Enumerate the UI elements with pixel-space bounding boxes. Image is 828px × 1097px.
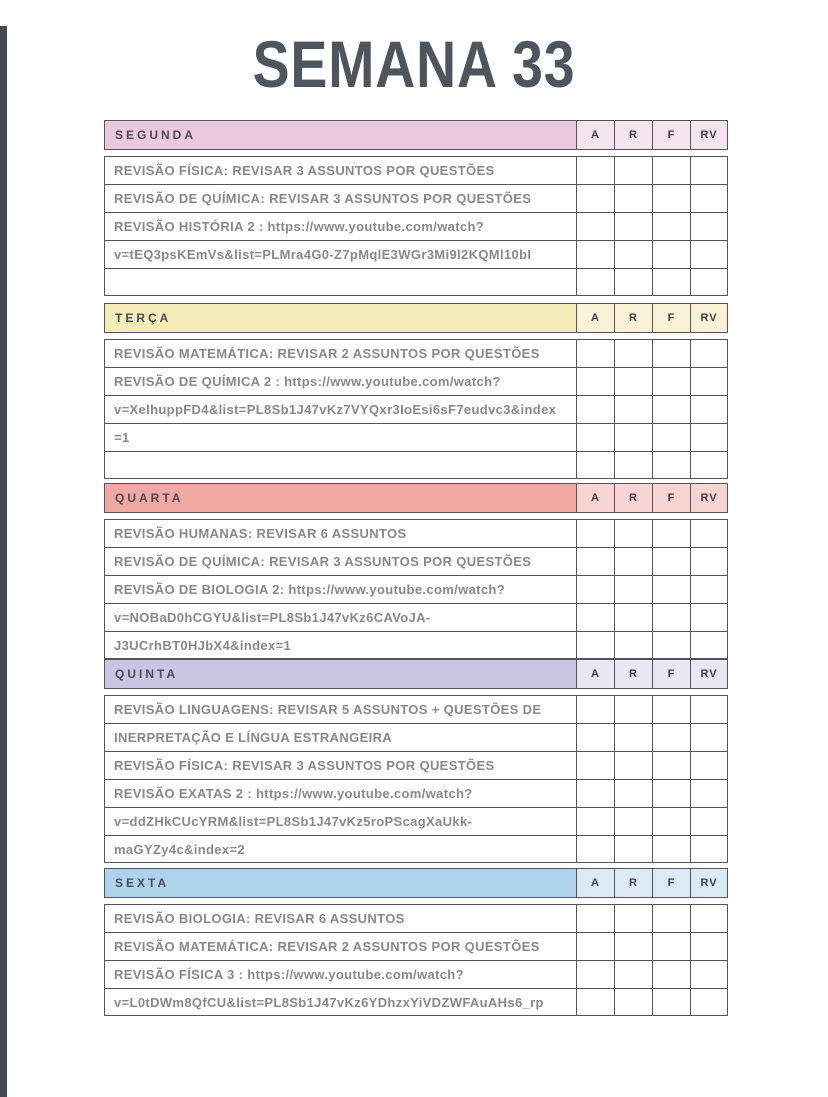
task-label: v=XelhuppFD4&list=PL8Sb1J47vKz7VYQxr3IoEsi6sF7eudvc3&index bbox=[104, 395, 576, 423]
check-cell-r bbox=[614, 960, 652, 988]
task-label: REVISÃO DE QUÍMICA: REVISAR 3 ASSUNTOS POR QUESTÕES bbox=[104, 184, 576, 212]
check-cell-rv bbox=[690, 423, 728, 451]
day-name: QUARTA bbox=[104, 483, 576, 513]
check-cell-r bbox=[614, 156, 652, 184]
day-header-row bbox=[104, 483, 728, 513]
task-label: REVISÃO MATEMÁTICA: REVISAR 2 ASSUNTOS POR QUESTÕES bbox=[104, 932, 576, 960]
check-cell-f bbox=[652, 751, 690, 779]
task-rows bbox=[104, 904, 728, 1016]
check-cell-a bbox=[576, 451, 614, 479]
check-cell-rv bbox=[690, 547, 728, 575]
column-header-f: F bbox=[652, 120, 690, 150]
check-cell-a bbox=[576, 575, 614, 603]
check-cell-rv bbox=[690, 395, 728, 423]
task-label: =1 bbox=[104, 423, 576, 451]
check-cell-f bbox=[652, 631, 690, 659]
check-cell-r bbox=[614, 212, 652, 240]
check-cell-rv bbox=[690, 184, 728, 212]
check-cell-a bbox=[576, 904, 614, 932]
column-header-rv: RV bbox=[690, 483, 728, 513]
page-title: SEMANA 33 bbox=[252, 27, 576, 101]
task-row bbox=[104, 423, 728, 451]
check-cell-rv bbox=[690, 932, 728, 960]
task-label: INERPRETAÇÃO E LÍNGUA ESTRANGEIRA bbox=[104, 723, 576, 751]
task-label: v=tEQ3psKEmVs&list=PLMra4G0-Z7pMqlE3WGr3Mi9l2KQMl10bI bbox=[104, 240, 576, 268]
task-label: REVISÃO HISTÓRIA 2 : https://www.youtube.com/watch? bbox=[104, 212, 576, 240]
task-label: REVISÃO FÍSICA 3 : https://www.youtube.com/watch? bbox=[104, 960, 576, 988]
check-cell-r bbox=[614, 932, 652, 960]
check-cell-f bbox=[652, 451, 690, 479]
check-cell-f bbox=[652, 519, 690, 547]
task-label: REVISÃO EXATAS 2 : https://www.youtube.com/watch? bbox=[104, 779, 576, 807]
day-header-row bbox=[104, 659, 728, 689]
task-row bbox=[104, 904, 728, 932]
column-header-r: R bbox=[614, 868, 652, 898]
check-cell-rv bbox=[690, 240, 728, 268]
column-header-f: F bbox=[652, 303, 690, 333]
check-cell-a bbox=[576, 807, 614, 835]
check-cell-a bbox=[576, 268, 614, 296]
check-cell-rv bbox=[690, 603, 728, 631]
column-header-a: A bbox=[576, 303, 614, 333]
check-cell-f bbox=[652, 835, 690, 863]
task-row bbox=[104, 395, 728, 423]
task-row bbox=[104, 575, 728, 603]
day-section-terça bbox=[104, 303, 728, 479]
check-cell-a bbox=[576, 212, 614, 240]
check-cell-rv bbox=[690, 156, 728, 184]
check-cell-f bbox=[652, 695, 690, 723]
check-cell-f bbox=[652, 423, 690, 451]
task-row bbox=[104, 451, 728, 479]
check-cell-a bbox=[576, 631, 614, 659]
check-cell-r bbox=[614, 988, 652, 1016]
check-cell-f bbox=[652, 807, 690, 835]
task-row bbox=[104, 723, 728, 751]
check-cell-r bbox=[614, 547, 652, 575]
task-label: REVISÃO DE QUÍMICA 2 : https://www.youtube.com/watch? bbox=[104, 367, 576, 395]
task-label bbox=[104, 451, 576, 479]
task-rows bbox=[104, 156, 728, 296]
check-cell-f bbox=[652, 212, 690, 240]
task-row bbox=[104, 547, 728, 575]
day-header-row bbox=[104, 868, 728, 898]
check-cell-a bbox=[576, 156, 614, 184]
check-cell-r bbox=[614, 184, 652, 212]
check-cell-rv bbox=[690, 268, 728, 296]
check-cell-r bbox=[614, 904, 652, 932]
task-row bbox=[104, 367, 728, 395]
task-rows bbox=[104, 339, 728, 479]
column-header-f: F bbox=[652, 868, 690, 898]
task-row bbox=[104, 960, 728, 988]
check-cell-r bbox=[614, 695, 652, 723]
check-cell-rv bbox=[690, 451, 728, 479]
task-row bbox=[104, 156, 728, 184]
task-row bbox=[104, 751, 728, 779]
task-row bbox=[104, 268, 728, 296]
check-cell-f bbox=[652, 339, 690, 367]
task-label: maGYZy4c&index=2 bbox=[104, 835, 576, 863]
check-cell-r bbox=[614, 240, 652, 268]
check-cell-r bbox=[614, 807, 652, 835]
check-cell-rv bbox=[690, 695, 728, 723]
check-cell-r bbox=[614, 519, 652, 547]
task-label bbox=[104, 268, 576, 296]
check-cell-r bbox=[614, 723, 652, 751]
task-label: REVISÃO LINGUAGENS: REVISAR 5 ASSUNTOS + QUESTÕES DE bbox=[104, 695, 576, 723]
task-row bbox=[104, 339, 728, 367]
check-cell-rv bbox=[690, 339, 728, 367]
page-left-edge-bar bbox=[0, 26, 7, 1097]
column-header-rv: RV bbox=[690, 303, 728, 333]
weekly-schedule-table bbox=[104, 120, 728, 1016]
task-row bbox=[104, 212, 728, 240]
day-name: TERÇA bbox=[104, 303, 576, 333]
check-cell-r bbox=[614, 575, 652, 603]
column-header-rv: RV bbox=[690, 120, 728, 150]
check-cell-f bbox=[652, 575, 690, 603]
column-header-a: A bbox=[576, 659, 614, 689]
task-label: REVISÃO DE QUÍMICA: REVISAR 3 ASSUNTOS POR QUESTÕES bbox=[104, 547, 576, 575]
task-row bbox=[104, 932, 728, 960]
task-label: J3UCrhBT0HJbX4&index=1 bbox=[104, 631, 576, 659]
check-cell-r bbox=[614, 631, 652, 659]
task-row bbox=[104, 184, 728, 212]
task-label: v=NOBaD0hCGYU&list=PL8Sb1J47vKz6CAVoJA- bbox=[104, 603, 576, 631]
task-label: REVISÃO DE BIOLOGIA 2: https://www.youtube.com/watch? bbox=[104, 575, 576, 603]
check-cell-rv bbox=[690, 519, 728, 547]
check-cell-rv bbox=[690, 367, 728, 395]
column-header-f: F bbox=[652, 483, 690, 513]
check-cell-f bbox=[652, 603, 690, 631]
check-cell-f bbox=[652, 547, 690, 575]
task-row bbox=[104, 631, 728, 659]
check-cell-a bbox=[576, 835, 614, 863]
check-cell-f bbox=[652, 367, 690, 395]
check-cell-a bbox=[576, 423, 614, 451]
check-cell-r bbox=[614, 339, 652, 367]
day-name: SEGUNDA bbox=[104, 120, 576, 150]
check-cell-rv bbox=[690, 212, 728, 240]
check-cell-f bbox=[652, 268, 690, 296]
task-label: v=ddZHkCUcYRM&list=PL8Sb1J47vKz5roPScagXaUkk- bbox=[104, 807, 576, 835]
check-cell-rv bbox=[690, 575, 728, 603]
day-section-quinta bbox=[104, 659, 728, 863]
column-header-r: R bbox=[614, 659, 652, 689]
task-label: v=L0tDWm8QfCU&list=PL8Sb1J47vKz6YDhzxYiVDZWFAuAHs6_rp bbox=[104, 988, 576, 1016]
check-cell-a bbox=[576, 603, 614, 631]
task-rows bbox=[104, 695, 728, 863]
task-row bbox=[104, 988, 728, 1016]
check-cell-rv bbox=[690, 960, 728, 988]
check-cell-r bbox=[614, 451, 652, 479]
check-cell-a bbox=[576, 184, 614, 212]
column-header-rv: RV bbox=[690, 868, 728, 898]
column-header-a: A bbox=[576, 483, 614, 513]
task-row bbox=[104, 695, 728, 723]
task-row bbox=[104, 603, 728, 631]
task-label: REVISÃO MATEMÁTICA: REVISAR 2 ASSUNTOS POR QUESTÕES bbox=[104, 339, 576, 367]
check-cell-r bbox=[614, 423, 652, 451]
column-header-f: F bbox=[652, 659, 690, 689]
task-label: REVISÃO FÍSICA: REVISAR 3 ASSUNTOS POR QUESTÕES bbox=[104, 751, 576, 779]
check-cell-a bbox=[576, 367, 614, 395]
check-cell-a bbox=[576, 932, 614, 960]
check-cell-rv bbox=[690, 723, 728, 751]
check-cell-r bbox=[614, 395, 652, 423]
check-cell-f bbox=[652, 988, 690, 1016]
check-cell-rv bbox=[690, 751, 728, 779]
check-cell-f bbox=[652, 395, 690, 423]
check-cell-a bbox=[576, 960, 614, 988]
check-cell-a bbox=[576, 240, 614, 268]
check-cell-a bbox=[576, 779, 614, 807]
check-cell-rv bbox=[690, 904, 728, 932]
check-cell-rv bbox=[690, 631, 728, 659]
check-cell-r bbox=[614, 367, 652, 395]
task-label: REVISÃO FÍSICA: REVISAR 3 ASSUNTOS POR QUESTÕES bbox=[104, 156, 576, 184]
column-header-r: R bbox=[614, 483, 652, 513]
check-cell-a bbox=[576, 395, 614, 423]
check-cell-f bbox=[652, 723, 690, 751]
check-cell-f bbox=[652, 156, 690, 184]
check-cell-rv bbox=[690, 807, 728, 835]
check-cell-r bbox=[614, 751, 652, 779]
column-header-a: A bbox=[576, 868, 614, 898]
check-cell-r bbox=[614, 268, 652, 296]
day-section-quarta bbox=[104, 483, 728, 659]
check-cell-rv bbox=[690, 835, 728, 863]
check-cell-f bbox=[652, 904, 690, 932]
check-cell-a bbox=[576, 723, 614, 751]
task-label: REVISÃO HUMANAS: REVISAR 6 ASSUNTOS bbox=[104, 519, 576, 547]
check-cell-rv bbox=[690, 988, 728, 1016]
check-cell-f bbox=[652, 932, 690, 960]
check-cell-a bbox=[576, 547, 614, 575]
task-label: REVISÃO BIOLOGIA: REVISAR 6 ASSUNTOS bbox=[104, 904, 576, 932]
check-cell-a bbox=[576, 339, 614, 367]
task-row bbox=[104, 835, 728, 863]
day-section-sexta bbox=[104, 868, 728, 1016]
column-header-r: R bbox=[614, 303, 652, 333]
task-row bbox=[104, 779, 728, 807]
check-cell-f bbox=[652, 779, 690, 807]
check-cell-r bbox=[614, 603, 652, 631]
column-header-rv: RV bbox=[690, 659, 728, 689]
day-header-row bbox=[104, 120, 728, 150]
day-section-segunda bbox=[104, 120, 728, 296]
task-row bbox=[104, 519, 728, 547]
check-cell-a bbox=[576, 751, 614, 779]
day-name: SEXTA bbox=[104, 868, 576, 898]
check-cell-r bbox=[614, 835, 652, 863]
check-cell-f bbox=[652, 960, 690, 988]
check-cell-rv bbox=[690, 779, 728, 807]
task-row bbox=[104, 807, 728, 835]
check-cell-a bbox=[576, 988, 614, 1016]
day-name: QUINTA bbox=[104, 659, 576, 689]
check-cell-r bbox=[614, 779, 652, 807]
check-cell-a bbox=[576, 519, 614, 547]
task-row bbox=[104, 240, 728, 268]
column-header-a: A bbox=[576, 120, 614, 150]
check-cell-a bbox=[576, 695, 614, 723]
task-rows bbox=[104, 519, 728, 659]
check-cell-f bbox=[652, 184, 690, 212]
day-header-row bbox=[104, 303, 728, 333]
column-header-r: R bbox=[614, 120, 652, 150]
check-cell-f bbox=[652, 240, 690, 268]
